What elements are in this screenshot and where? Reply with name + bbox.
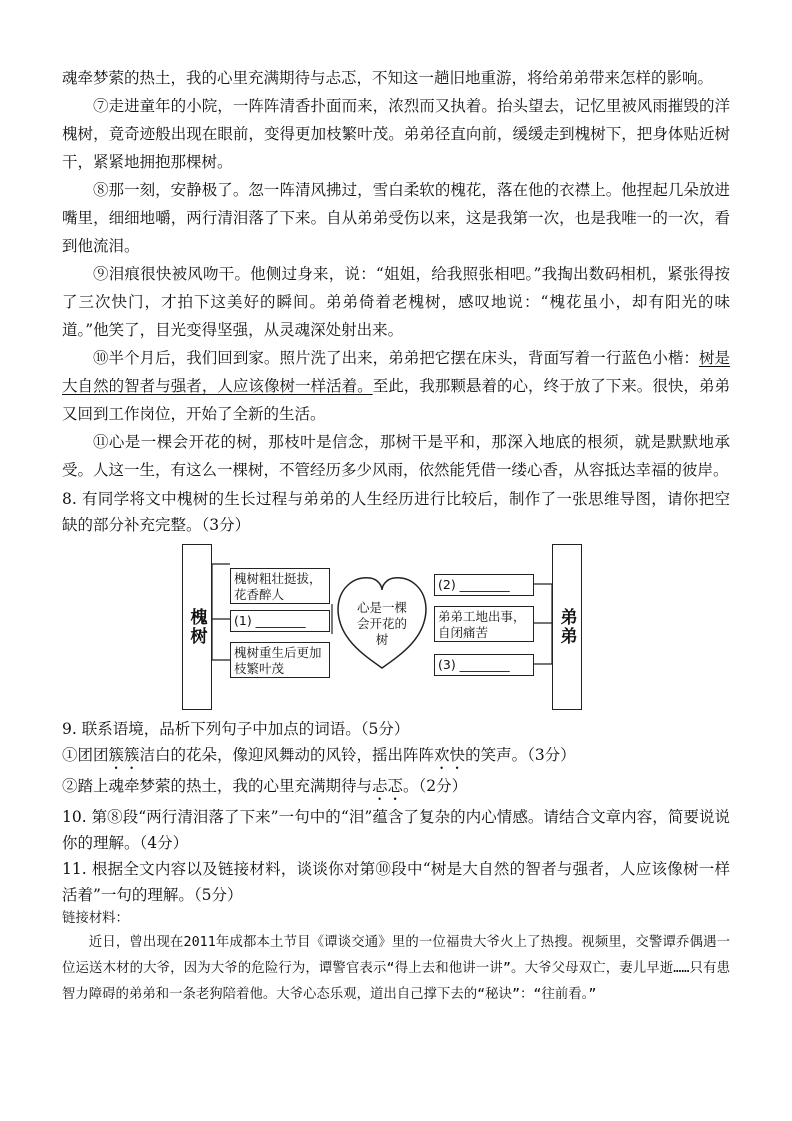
huai-tree-label: 槐树	[186, 608, 207, 646]
brother-stage-3-blank[interactable]: (3) ________	[434, 654, 534, 676]
question-11: 11. 根据全文内容以及链接材料，谈谈你对第⑩段中“树是大自然的智者与强者，人应该像树一样活着”一句的理解。（5分）	[62, 860, 730, 904]
paragraph-10-part-b: 至此，我那颗悬着的心，终于放了下来。很快，弟弟又回到工作岗位，开始了全新的生活。	[62, 377, 730, 423]
tree-stage-3: 槐树重生后更加枝繁叶茂	[230, 642, 330, 678]
question-9-item-1	[62, 742, 730, 773]
q9-1-dotted-word-2: 欢快	[434, 746, 466, 764]
link-material-label: 链接材料：	[62, 911, 129, 926]
brother-label: 弟弟	[556, 608, 577, 646]
paragraph-11: ⑪心是一棵会开花的树，那枝叶是信念，那树干是平和，那深入地底的根须，就是默默地承受。人这一生，有这么一棵树，不管经历多少风雨，依然能凭借一缕心香，从容抵达幸福的彼岸。	[62, 433, 730, 479]
underlined-sentence: 树是大自然的智者与强者，人应该像树一样活着。	[62, 349, 730, 395]
question-9-item-2	[62, 773, 730, 804]
q9-1-text-b: 洁白的花朵，像迎风舞动的风铃，摇出阵阵	[139, 746, 435, 764]
q9-2-text-a: ②踏上魂牵梦萦的热土，我的心里充满期待与	[62, 777, 373, 795]
brother-label-box	[552, 544, 582, 710]
question-8: 8. 有同学将文中槐树的生长过程与弟弟的人生经历进行比较后，制作了一张思维导图，请你把空缺的部分补充完整。（3分）	[62, 490, 730, 534]
paragraph-8: ⑧那一刻，安静极了。忽一阵清风拂过，雪白柔软的槐花，落在他的衣襟上。他捏起几朵放进嘴里，细细地嚼，两行清泪落了下来。自从弟弟受伤以来，这是我第一次，也是我唯一的一次，看到他流泪。	[62, 181, 730, 255]
paragraph-7: ⑦走进童年的小院，一阵阵清香扑面而来，浓烈而又执着。抬头望去，记忆里被风雨摧毁的洋槐树，竟奇迹般出现在眼前，变得更加枝繁叶茂。弟弟径直向前，缓缓走到槐树下，把身体贴近树干，紧紧地拥抱那棵树。	[62, 97, 730, 171]
mind-map	[182, 544, 582, 710]
q9-1-dotted-word-1: 簇簇	[108, 746, 140, 764]
question-10: 10. 第⑧段“两行清泪落了下来”一句中的“泪”蕴含了复杂的内心情感。请结合文章内容，简要说说你的理解。（4分）	[62, 808, 730, 852]
q9-2-dotted-word: 忐忑	[372, 777, 404, 795]
question-9: 9. 联系语境，品析下列句子中加点的词语。（5分）	[62, 720, 410, 738]
tree-stage-1: 槐树粗壮挺拔，花香醉人	[230, 568, 330, 604]
link-material-text: 近日，曾出现在2011年成都本土节目《谭谈交通》里的一位福贵大爷火上了热搜。视频里，交警谭乔偶遇一位运送木材的大爷，因为大爷的危险行为，谭警官表示“得上去和他讲一讲”。大爷父母双亡，妻儿早逝……只有患智力障碍的弟弟和一条老狗陪着他。大爷心态乐观，道出自己撑下去的“秘诀”：“往前看。”	[62, 935, 730, 1002]
brother-stage-1-blank[interactable]: (2) ________	[434, 574, 534, 596]
paragraph-10	[62, 344, 730, 428]
q9-1-text-a: ①团团	[62, 746, 109, 764]
q9-1-text-c: 的笑声。（3分）	[465, 746, 576, 764]
tree-stage-2-blank[interactable]: (1) ________	[230, 610, 330, 632]
paragraph-9: ⑨泪痕很快被风吻干。他侧过身来，说：“姐姐，给我照张相吧。”我掏出数码相机，紧张得按了三次快门，才拍下这美好的瞬间。弟弟倚着老槐树，感叹地说：“槐花虽小，却有阳光的味道。”他笑了，目光变得坚强，从灵魂深处射出来。	[62, 265, 730, 339]
heart-center-text: 心是一棵会开花的树	[356, 600, 407, 647]
document-page	[62, 64, 730, 1008]
huai-tree-label-box	[182, 544, 212, 710]
q9-2-text-b: 。（2分）	[403, 777, 468, 795]
brother-stage-2: 弟弟工地出事，自闭痛苦	[434, 606, 534, 642]
paragraph-10-part-a: ⑩半个月后，我们回到家。照片洗了出来，弟弟把它摆在床头，背面写着一行蓝色小楷：	[93, 349, 699, 367]
paragraph-6-tail: 魂牵梦萦的热土，我的心里充满期待与忐忑，不知这一趟旧地重游，将给弟弟带来怎样的影响。	[62, 69, 714, 87]
